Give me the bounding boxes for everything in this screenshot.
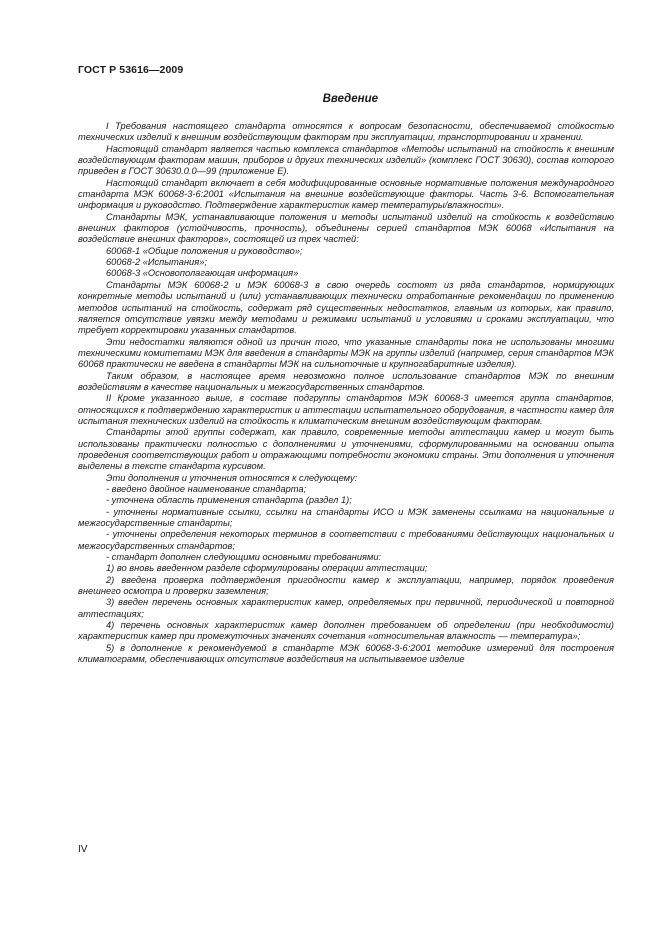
paragraph: Эти недостатки являются одной из причин того, что указанные стандарты пока не использованы многими техническими комитетами МЭК для введения в стандарты МЭК на группы изделий (например, серия стандартов МЭК 60068 практически не введена в стандарты МЭК на сильноточные и крупногабаритные изделия). — [78, 336, 614, 370]
paragraph: I Требования настоящего стандарта относятся к вопросам безопасности, обеспечиваемой стойкостью технических изделий к внешним воздействующим факторам при эксплуатации, транспортировании и хранении. — [78, 121, 614, 143]
list-item: 2) введена проверка подтверждения пригодности камер к эксплуатации, например, порядок проведения внешнего осмотра и проверки заземления; — [78, 574, 614, 597]
list-item: 60068-3 «Основополагающая информация» — [106, 268, 299, 279]
paragraph: Эти дополнения и уточнения относятся к следующему: — [106, 472, 358, 483]
list-item: 3) введен перечень основных характеристик камер, определяемых при первичной, периодической и повторной аттестациях; — [78, 597, 614, 619]
list-item: 1) во вновь введенном разделе сформулированы операции аттестации; — [106, 563, 428, 574]
paragraph: Стандарты МЭК, устанавливающие положения и методы испытаний изделий на стойкость к воздействию внешних факторов (устойчивость, прочность), объединены серией стандартов МЭК 60068 «Испытания на воздействие внешних факторов», состоящей из трех частей: — [78, 211, 614, 245]
list-item: - введено двойное наименование стандарта; — [106, 484, 307, 494]
list-item: 4) перечень основных характеристик камер дополнен требованием об определении (при необходимости) характеристик камер при промежуточных значениях сочетания «относительная влажность — температура»; — [78, 620, 614, 642]
document-header-standard: ГОСТ Р 53616—2009 — [78, 64, 184, 76]
page-number: IV — [78, 844, 88, 855]
list-item: - уточнены определения некоторых терминов в соответствии с требованиями действующих национальных и межгосударственных стандартов; — [78, 529, 614, 551]
section-title-text: Введение — [322, 93, 378, 105]
section-title — [0, 93, 661, 105]
paragraph: Стандарты МЭК 60068-2 и МЭК 60068-3 в свою очередь состоят из ряда стандартов, нормирующих конкретные методы испытаний и (или) устанавливающих технически отработанные рекомендации по применению методов испытаний на стойкость, содержат ряд существенных недостатков, главным из которых, как правило, является отсутствие увязки между методами и режимами испытаний и условиями и сроками эксплуатации, что требует корректировки указанных стандартов. — [78, 279, 614, 336]
list-item: 60068-2 «Испытания»; — [106, 257, 207, 268]
list-item: 5) в дополнение к рекомендуемой в стандарте МЭК 60068-3-6:2001 методике измерений для построения климатограмм, обеспечивающих отсутствие воздействия на испытываемое изделие — [78, 642, 614, 665]
body-text — [78, 121, 614, 666]
paragraph: Таким образом, в настоящее время невозможно полное использование стандартов МЭК по внешним воздействиям в качестве национальных и межгосударственных стандартов. — [78, 370, 614, 392]
list-item: - уточнена область применения стандарта (раздел 1); — [106, 495, 352, 506]
paragraph: Стандарты этой группы содержат, как правило, современные методы аттестации камер и могут быть использованы практически полностью с дополнениями и уточнениями, сформулированными на основании опыта проведения соответствующих работ и отражающими потребности экономики страны. Эти дополнения и уточнения выделены в тексте стандарта курсивом. — [78, 427, 614, 472]
paragraph: Настоящий стандарт является частью комплекса стандартов «Методы испытаний на стойкость к внешним воздействующим факторам машин, приборов и других технических изделий» (комплекс ГОСТ 30630), состав которого приведен в ГОСТ 30630.0.0—99 (приложение Е). — [78, 143, 614, 177]
paragraph: Настоящий стандарт включает в себя модифицированные основные нормативные положения международного стандарта МЭК 60068-3-6:2001 «Испытания на внешние воздействующие факторы. Часть 3-6. Вспомогательная информация и руководство. Подтверждение характеристик камер температуры/влажности». — [78, 177, 614, 211]
list-item: 60068-1 «Общие положения и руководство»; — [106, 245, 303, 256]
list-item: - уточнены нормативные ссылки, ссылки на стандарты ИСО и МЭК заменены ссылками на национальные и межгосударственные стандарты; — [78, 506, 614, 529]
paragraph: II Кроме указанного выше, в составе подгруппы стандартов МЭК 60068-3 имеется группа стандартов, относящихся к подтверждению характеристик и аттестации испытательного оборудования, в частности камер для испытания технических изделий на стойкость к климатическим внешним воздействующим факторам. — [78, 393, 614, 426]
list-item: - стандарт дополнен следующими основными требованиями: — [106, 552, 382, 563]
